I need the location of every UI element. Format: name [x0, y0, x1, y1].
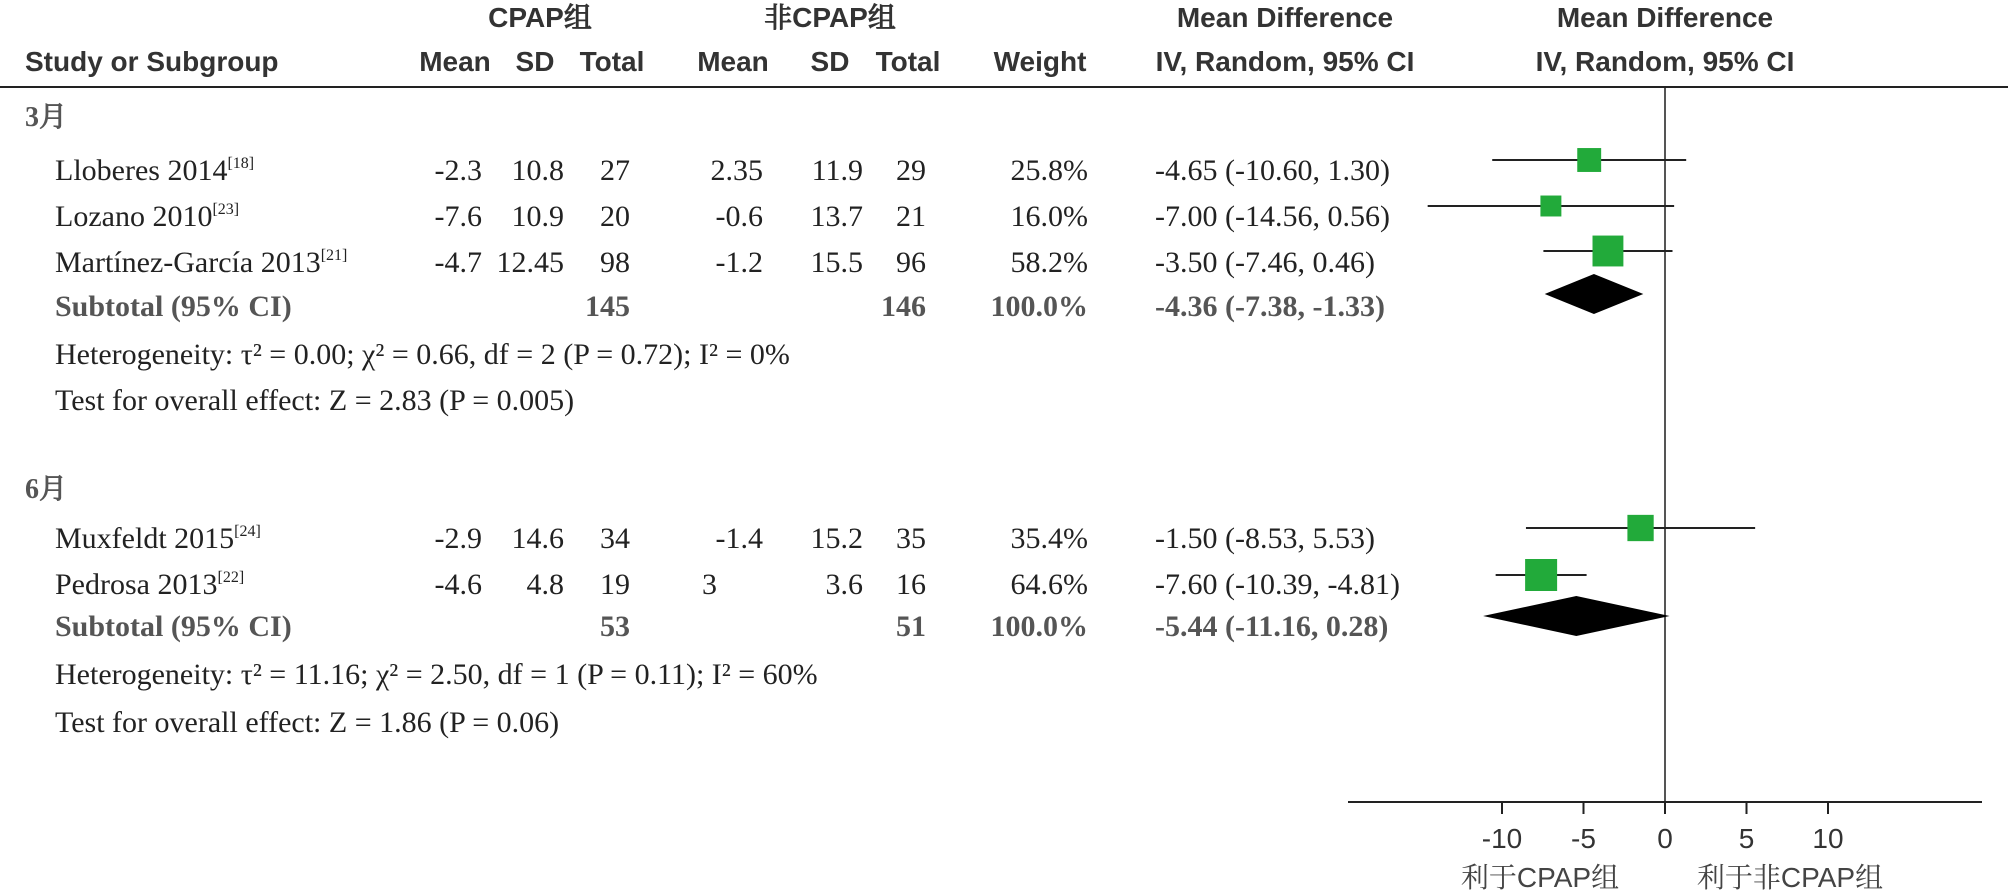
- total2: 16: [896, 568, 926, 601]
- mean2: -0.6: [715, 200, 763, 233]
- heterogeneity-text: Heterogeneity: τ² = 11.16; χ² = 2.50, df = 1 (P = 0.11); I² = 60%: [55, 658, 818, 691]
- weight: 35.4%: [1010, 522, 1088, 555]
- subtotal-diamond: [1483, 596, 1669, 636]
- sd1: 10.8: [511, 154, 564, 187]
- weight-header: Weight: [993, 46, 1087, 77]
- study-name: Lloberes 2014[18]: [55, 154, 255, 187]
- total1: 20: [600, 200, 630, 233]
- x-tick-label: 5: [1738, 823, 1755, 854]
- subtotal-weight: 100.0%: [990, 610, 1088, 643]
- study-reference: [18]: [227, 155, 255, 172]
- mean1-header: Mean: [419, 46, 491, 77]
- subtotal-weight: 100.0%: [990, 290, 1088, 323]
- effect-ci: -3.50 (-7.46, 0.46): [1155, 246, 1375, 279]
- x-tick-label: -10: [1481, 823, 1523, 854]
- heterogeneity-text: Heterogeneity: τ² = 0.00; χ² = 0.66, df = 2 (P = 0.72); I² = 0%: [55, 338, 790, 371]
- sd2-header: SD: [810, 46, 850, 77]
- subtotal-total2: 51: [896, 610, 926, 643]
- subtotal-ci: -4.36 (-7.38, -1.33): [1155, 290, 1385, 323]
- mean1: -4.6: [434, 568, 482, 601]
- effect-ci: -1.50 (-8.53, 5.53): [1155, 522, 1375, 555]
- total2: 29: [896, 154, 926, 187]
- sd2: 11.9: [811, 154, 863, 187]
- sd1-header: SD: [515, 46, 555, 77]
- sd1: 10.9: [511, 200, 564, 233]
- x-tick-label: 0: [1657, 823, 1673, 854]
- sd2: 15.2: [810, 522, 863, 555]
- mean1: -2.3: [434, 154, 482, 187]
- study-effect-marker: [1540, 196, 1561, 217]
- subtotal-total1: 145: [585, 290, 630, 323]
- total1: 27: [600, 154, 630, 187]
- study-reference: [22]: [217, 569, 245, 586]
- subtotal-total1: 53: [600, 610, 630, 643]
- subtotal-label: Subtotal (95% CI): [55, 290, 292, 323]
- sd1: 12.45: [496, 246, 564, 279]
- study-effect-marker: [1577, 148, 1601, 172]
- favours-right-label: 利于非CPAP组: [1696, 862, 1884, 893]
- weight: 25.8%: [1010, 154, 1088, 187]
- study-effect-marker: [1593, 236, 1624, 267]
- weight: 16.0%: [1010, 200, 1088, 233]
- study-col-header: Study or Subgroup: [25, 46, 279, 77]
- plot-method: IV, Random, 95% CI: [1535, 46, 1795, 77]
- study-name: Muxfeldt 2015[24]: [55, 522, 261, 555]
- total1: 98: [600, 246, 630, 279]
- total2-header: Total: [875, 46, 941, 77]
- mean1: -7.6: [434, 200, 482, 233]
- group1-header: CPAP组: [488, 2, 592, 33]
- weight: 58.2%: [1010, 246, 1088, 279]
- total2: 96: [896, 246, 926, 279]
- total1: 34: [600, 522, 630, 555]
- plot-title: Mean Difference: [1556, 2, 1774, 33]
- mean1: -2.9: [434, 522, 482, 555]
- mean2-header: Mean: [697, 46, 769, 77]
- subtotal-ci: -5.44 (-11.16, 0.28): [1155, 610, 1389, 643]
- effect-title: Mean Difference: [1176, 2, 1394, 33]
- group2-header: 非CPAP组: [764, 2, 896, 33]
- subtotal-label: Subtotal (95% CI): [55, 610, 292, 643]
- effect-ci: -7.60 (-10.39, -4.81): [1155, 568, 1400, 601]
- effect-method: IV, Random, 95% CI: [1155, 46, 1415, 77]
- study-name: Martínez-García 2013[21]: [55, 246, 348, 279]
- study-effect-marker: [1627, 515, 1653, 541]
- overall-effect-text: Test for overall effect: Z = 1.86 (P = 0.06): [55, 706, 560, 739]
- study-reference: [21]: [320, 247, 348, 264]
- favours-left-label: 利于CPAP组: [1460, 862, 1620, 893]
- subtotal-total2: 146: [881, 290, 926, 323]
- total2: 21: [896, 200, 926, 233]
- total2: 35: [896, 522, 926, 555]
- subgroup-title: 3月: [25, 102, 68, 133]
- study-effect-marker: [1525, 559, 1557, 591]
- total1-header: Total: [579, 46, 645, 77]
- x-tick-label: -5: [1571, 823, 1596, 854]
- sd2: 13.7: [810, 200, 863, 233]
- mean2: -1.4: [715, 522, 763, 555]
- mean1: -4.7: [434, 246, 482, 279]
- study-name: Lozano 2010[23]: [55, 200, 240, 233]
- mean2: -1.2: [715, 246, 763, 279]
- x-tick-label: 10: [1812, 823, 1844, 854]
- subtotal-diamond: [1545, 274, 1644, 314]
- mean2: 3: [702, 568, 717, 601]
- study-reference: [23]: [212, 201, 240, 218]
- effect-ci: -4.65 (-10.60, 1.30): [1155, 154, 1390, 187]
- effect-ci: -7.00 (-14.56, 0.56): [1155, 200, 1390, 233]
- overall-effect-text: Test for overall effect: Z = 2.83 (P = 0.005): [55, 384, 575, 417]
- sd1: 14.6: [511, 522, 564, 555]
- sd1: 4.8: [526, 568, 564, 601]
- sd2: 3.6: [825, 568, 863, 601]
- study-reference: [24]: [234, 523, 261, 540]
- total1: 19: [600, 568, 630, 601]
- weight: 64.6%: [1010, 568, 1088, 601]
- mean2: 2.35: [710, 154, 763, 187]
- sd2: 15.5: [810, 246, 863, 279]
- study-name: Pedrosa 2013[22]: [55, 568, 245, 601]
- subgroup-title: 6月: [25, 474, 68, 505]
